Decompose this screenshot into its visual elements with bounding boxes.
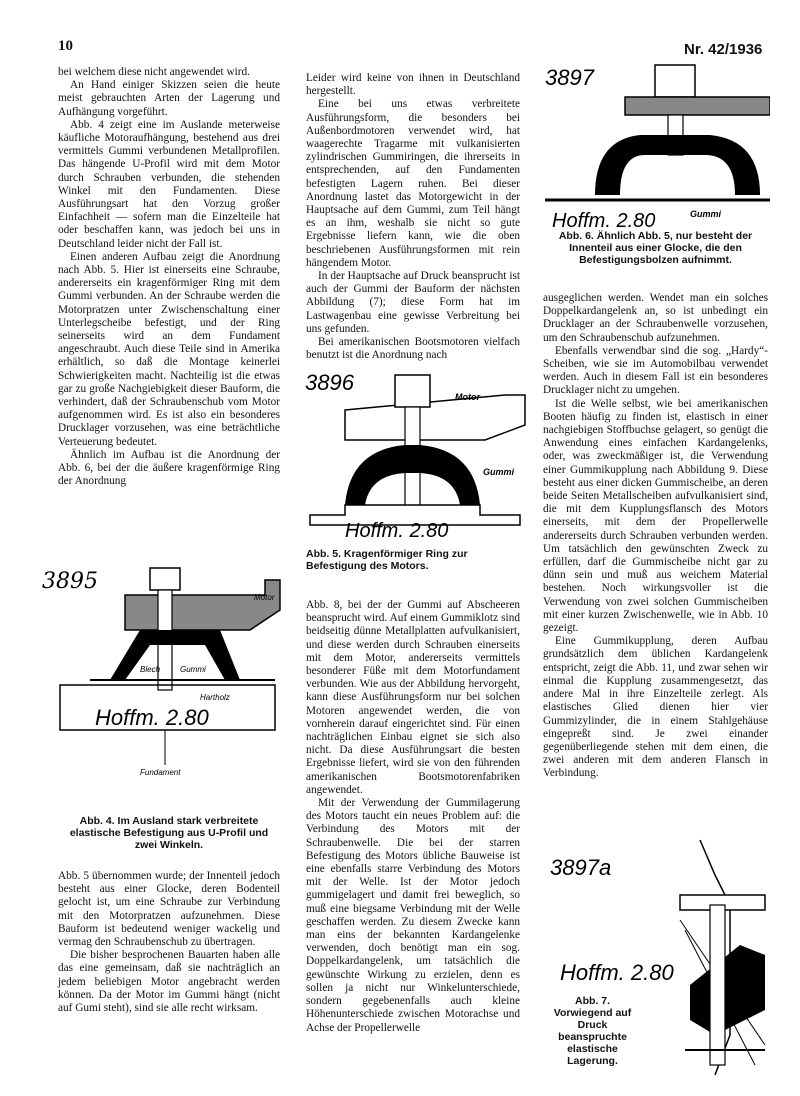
paragraph: Ähnlich im Aufbau ist die Anordnung der Abb. 6, bei der die äußere kragenförmige Ring der Anordnung <box>58 448 280 488</box>
paragraph: Ist die Welle selbst, wie bei amerikanischen Booten häufig zu finden ist, elastisch in einer nachgiebigen Stoffbuchse gelagert, so genügt die Anwendung eines einfachen Kardangelenks, oder, was zweckmäßiger ist, die Verwendung einer Gummikupplung nach Abbildung 9. Diese besteht aus einer dicken Gummischeibe, an deren beide Seiten Metallscheiben aufvulkanisiert sind, die mit dem Kupplungsflansch des Motors einerseits, mit dem der Propellerwelle andererseits durch Schrauben verbunden werden. Um tatsächlich den gewünschten Zweck zu erfüllen, darf die Gummischeibe nicht gar zu dünn sein und muß aus weichem Material bestehen. Noch wirkungsvoller ist die Verwendung von zwei solchen Gummischeiben mit einer kurzen Zwischenwelle, wie in Abb. 10 gezeigt. <box>543 397 768 635</box>
nut <box>655 65 695 97</box>
figure-5-signature: Hoffm. 2.80 <box>345 520 449 540</box>
paragraph: In der Hauptsache auf Druck beansprucht ist auch der Gummi der Bauform der nächsten Abbildung (7); diese Form hat im Lastwagenbau eine gewisse Verbreitung bei uns gefunden. <box>306 270 520 335</box>
paragraph: Die bisher besprochenen Bauarten haben alle das eine gemeinsam, daß sie nachträglich an jedem beliebigen Motor angebracht werden können. Da der Motor im Gummi hängt (nicht auf Gumi steht), sind sie alle recht wirksam. <box>58 949 280 1015</box>
figure-4-signature: Hoffm. 2.80 <box>95 705 209 730</box>
label-gummi: Gummi <box>180 665 206 674</box>
figure-6-signature: Hoffm. 2.80 <box>552 210 656 230</box>
column-1-top <box>58 66 280 489</box>
label-gummi: Gummi <box>483 467 515 477</box>
figure-6-caption: Abb. 6. Ähnlich Abb. 5, nur besteht der Innenteil aus einer Glocke, die den Befestigungsbolzen aufnimmt. <box>558 230 753 266</box>
motor-plate <box>625 97 770 115</box>
paragraph: Abb. 4 zeigt eine im Auslande meterweise käufliche Motoraufhängung, bestehend aus drei vermittels Gummi verbundenen Metallprofilen. Das hängende U-Profil wird mit dem Motor durch Schrauben verbunden, die stehenden Winkel mit den Fundamenten. Diese Ausführungsart hat den Vorzug großer Einfachheit — sofern man die Einzelteile hat oder beschaffen kann, was jedoch bei uns in Deutschland leider nicht der Fall ist. <box>58 118 280 250</box>
paragraph: ausgeglichen werden. Wendet man ein solches Doppelkardangelenk an, so ist unbedingt ein Drucklager an der Schraubenwelle vorzusehen, um den Schraubenschub aufzunehmen. <box>543 292 768 344</box>
issue-number: Nr. 42/1936 <box>684 41 763 58</box>
figure-7-signature: Hoffm. 2.80 <box>560 960 674 985</box>
paragraph: Ebenfalls verwendbar sind die sog. „Hardy“-Scheiben, wie sie im Automobilbau verwendet werden. Auch in diesem Fall ist ein besonderes Drucklager nicht zu umgehen. <box>543 344 768 397</box>
figure-7-number: 3897a <box>550 855 612 880</box>
figure-6-drawing <box>540 55 770 230</box>
nut <box>395 375 430 407</box>
paragraph: bei welchem diese nicht angewendet wird. <box>58 66 250 78</box>
motor-profile <box>125 580 280 630</box>
label-motor: Motor <box>254 593 275 602</box>
column-2-top <box>306 72 520 362</box>
figure-6 <box>540 55 770 230</box>
page-number: 10 <box>58 38 73 54</box>
paragraph: Abb. 8, bei der der Gummi auf Abscheeren beansprucht wird. Auf einem Gummiklotz sind beidseitig dünne Metallplatten aufvulkanisiert, und diese werden durch Schrauben einerseits mit dem Motor, andererseits vermittels besonderer Füße mit dem Motorfundament verbunden. Wie aus der Abbildung hervorgeht, kann diese Ausführungsform nur bei solchen Motoren angewendet werden, die von vornherein darauf eingerichtet sind. Für einen nachträglichen Einbau eignet sie sich also nicht. Da diese Ausführungsart die besten Ergebnisse liefert, wird sie von den führenden amerikanischen Bootsmotorenfabriken angewendet. <box>306 599 520 796</box>
figure-6-number: 3897 <box>545 65 594 90</box>
motor-plate <box>345 395 525 440</box>
figure-4-caption: Abb. 4. Im Ausland stark verbreitete elastische Befestigung aus U-Profil und zwei Winkeln. <box>69 815 269 851</box>
bolt <box>710 905 725 1065</box>
figure-7-caption: Abb. 7. Vorwiegend auf Druck beanspruchte elastische Lagerung. <box>553 995 632 1067</box>
figure-4 <box>40 560 285 810</box>
paragraph: Eine Gummikupplung, deren Aufbau grundsätzlich dem üblichen Kardangelenk entspricht, zeigt die Abb. 11, und zwar sehen wir einmal die Kupplung zusammengesetzt, das andere Mal in ihre Einzelteile zerlegt. Als elastisches Glied dienen hier vier Gummizylinder, die in einem Stahlgehäuse eingepreßt sind. Je zwei einander gegenüberliegende stehen mit dem einen, die zwei anderen mit dem anderen Flansch in Verbindung. <box>543 635 768 780</box>
label-fundament: Fundament <box>140 768 181 777</box>
paragraph: Bei amerikanischen Bootsmotoren vielfach benutzt ist die Anordnung nach <box>306 336 520 362</box>
label-blech: Blech <box>140 665 161 674</box>
figure-5-number: 3896 <box>305 370 354 395</box>
nut <box>150 568 180 590</box>
column-3 <box>543 292 768 781</box>
rubber-ring <box>595 135 760 195</box>
figure-5-drawing <box>305 365 530 540</box>
paragraph: Einen anderen Aufbau zeigt die Anordnung nach Abb. 5. Hier ist einerseits eine Schraube, andererseits ein kragenförmiger Ring mit dem Gummi verbunden. An der Schraube werden die Motorpratzen unter Zwischenschaltung einer Unterlegscheibe befestigt, und der Ring seinerseits wird an dem Fundament angeschraubt. Auch diese Teile sind in Amerika erhältlich, so daß die Montage keinerlei Schwierigkeiten macht. Nachteilig ist die etwas gar zu große Nachgiebigkeit dieser Bauform, die verhindert, daß der Schraubenschub vom Motor aufgenommen wird. Es ist also ein besonderes Drucklager vorzusehen, was eine beträchtliche Verteuerung bedeutet. <box>58 250 280 448</box>
label-hartholz: Hartholz <box>200 693 230 702</box>
label-motor: Motor <box>455 392 480 402</box>
paragraph: An Hand einiger Skizzen seien die heute meist gebrauchten Arten der Lagerung und Aufhängung vorgeführt. <box>58 79 280 118</box>
label-gummi: Gummi <box>690 209 722 219</box>
paragraph: Abb. 5 übernommen wurde; der Innenteil jedoch besteht aus einer Glocke, deren Bodenteil gelocht ist, um eine Schraube zur Verbindung mit den Motorpratzen aufzunehmen. Diese Bauform ist bedeutend weniger wackelig und vermag den Schraubenschub zu übertragen. <box>58 870 280 949</box>
column-1-bottom <box>58 870 280 1015</box>
column-2-bottom <box>306 599 520 1035</box>
paragraph: Eine bei uns etwas verbreitete Ausführungsform, die besonders bei Außenbordmotoren verwendet wird, hat waagerechte Tragarme mit vulkanisierten zylindrischen Gummiringen, die ihrerseits in entsprechenden, auf den Fundamenten befestigten Lagern ruhen. Bei dieser Anordnung lastet das Motorgewicht in der Hauptsache auf dem Gummi, zum Teil hängt es an ihm, weshalb sie nicht so gute Ergebnisse liefern kann, wie die oben beschriebenen Ausführungsformen mit rein hängendem Motor. <box>306 98 520 269</box>
paragraph: Mit der Verwendung der Gummilagerung des Motors taucht ein neues Problem auf: die Verbindung des Motors mit der Schraubenwelle. Die bei der starren Befestigung des Motors übliche Bauweise ist eine ebenfalls starre Verbindung des Motors mit der Welle. Ist der Motor jedoch gummigelagert und damit frei beweglich, so muß eine biegsame Verbindung mit der Welle geschaffen werden. Zu diesem Zwecke kann man eins der bekannten Kardangelenke verwenden, doch benötigt man ein sog. Doppelkardangelenk, um tatsächlich die gewünschte Wirkung zu erzielen, denn es sollen ja nicht nur Winkelunterschiede, sondern gegebenenfalls auch kleine Höhenunterschiede zwischen Motorachse und Achse der Propellerwelle <box>306 797 520 1034</box>
rubber-block <box>110 630 240 680</box>
figure-4-drawing <box>40 560 285 810</box>
figure-4-number: 3895 <box>42 569 98 594</box>
paragraph: Leider wird keine von ihnen in Deutschland hergestellt. <box>306 72 520 98</box>
figure-5-caption: Abb. 5. Kragenförmiger Ring zur Befestigung des Motors. <box>306 548 468 572</box>
figure-5 <box>305 365 530 540</box>
